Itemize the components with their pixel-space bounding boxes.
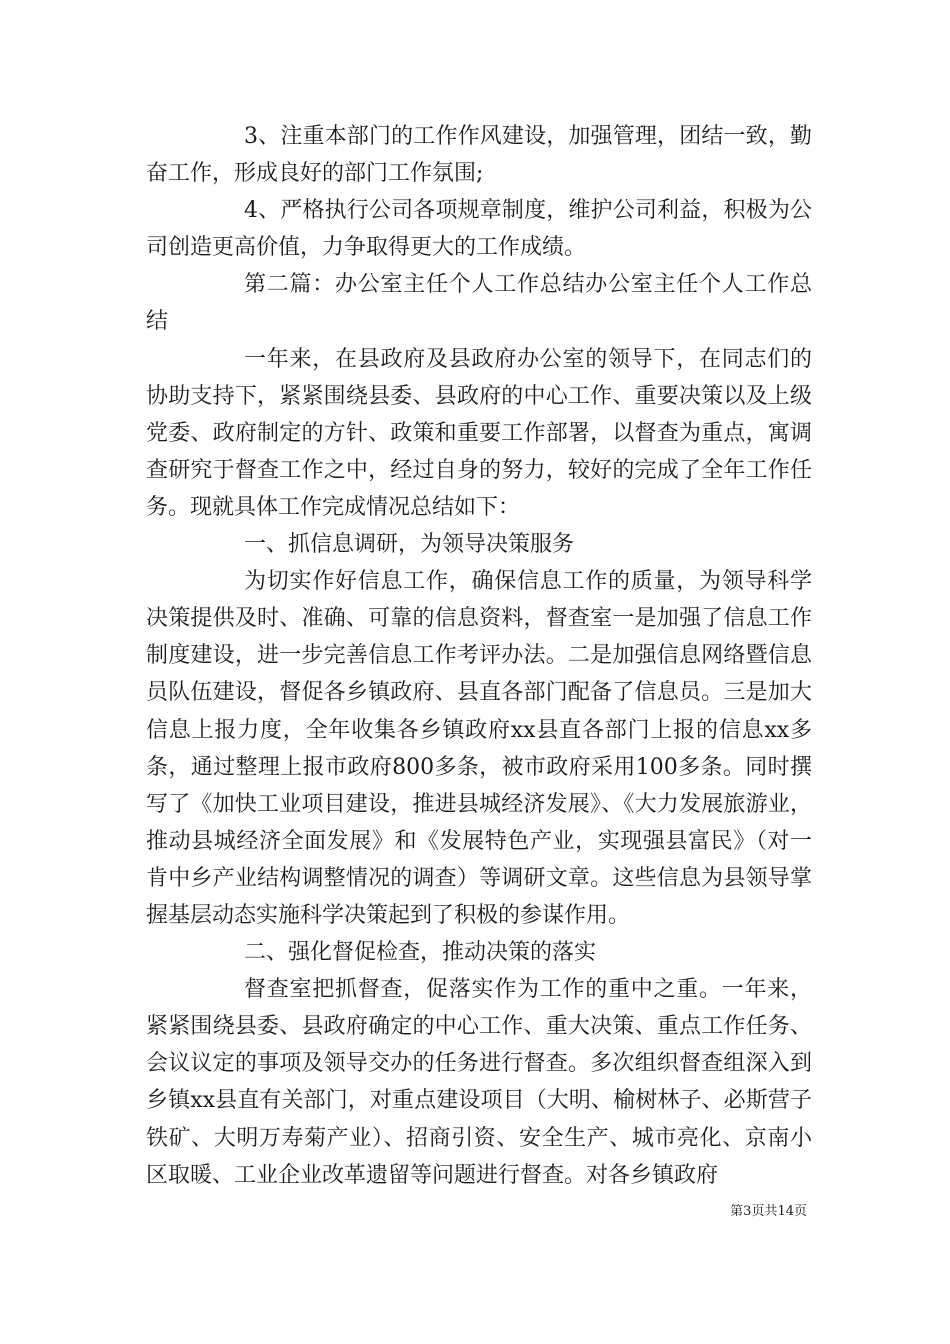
document-body (146, 118, 812, 1194)
information-research-paragraph: 为切实作好信息工作，确保信息工作的质量，为领导科学决策提供及时、准确、可靠的信息资料，督查室一是加强了信息工作制度建设，进一步完善信息工作考评办法。二是加强信息网络暨信息员队伍建设，督促各乡镇政府、县直各部门配备了信息员。三是加大信息上报力度，全年收集各乡镇政府xx县直各部门上报的信息xx多条，通过整理上报市政府800多条，被市政府采用100多条。同时撰写了《加快工业项目建设，推进县城经济发展》、《大力发展旅游业，推动县城经济全面发展》和《发展特色产业，实现强县富民》（对一肯中乡产业结构调整情况的调查）等调研文章。这些信息为县领导掌握基层动态实施科学决策起到了积极的参谋作用。 (146, 569, 812, 928)
heading-information-research: 一、抓信息调研，为领导决策服务 (244, 532, 575, 558)
supervision-paragraph: 督查室把抓督查，促落实作为工作的重中之重。一年来，紧紧围绕县委、县政府确定的中心工作、重大决策、重点工作任务、会议议定的事项及领导交办的任务进行督查。多次组织督查组深入到乡镇xx县直有关部门，对重点建设项目（大明、榆树林子、必斯营子铁矿、大明万寿菊产业）、招商引资、安全生产、城市亮化、京南小区取暖、工业企业改革遗留等问题进行督查。对各乡镇政府 (146, 977, 812, 1188)
paragraph-item-3: 3、注重本部门的工作作风建设，加强管理，团结一致，勤奋工作，形成良好的部门工作氛围; (146, 124, 812, 187)
section-title: 第二篇：办公室主任个人工作总结办公室主任个人工作总结 (146, 272, 812, 335)
intro-paragraph: 一年来，在县政府及县政府办公室的领导下，在同志们的协助支持下，紧紧围绕县委、县政府的中心工作、重要决策以及上级党委、政府制定的方针、政策和重要工作部署，以督查为重点，寓调查研究于督查工作之中，经过自身的努力，较好的完成了全年工作任务。现就具体工作完成情况总结如下： (146, 346, 812, 520)
page-number: 第3页共14页 (730, 1204, 807, 1219)
paragraph-item-4: 4、严格执行公司各项规章制度，维护公司利益，积极为公司创造更高价值，力争取得更大的工作成绩。 (146, 198, 812, 261)
heading-supervision: 二、强化督促检查，推动决策的落实 (244, 940, 597, 966)
